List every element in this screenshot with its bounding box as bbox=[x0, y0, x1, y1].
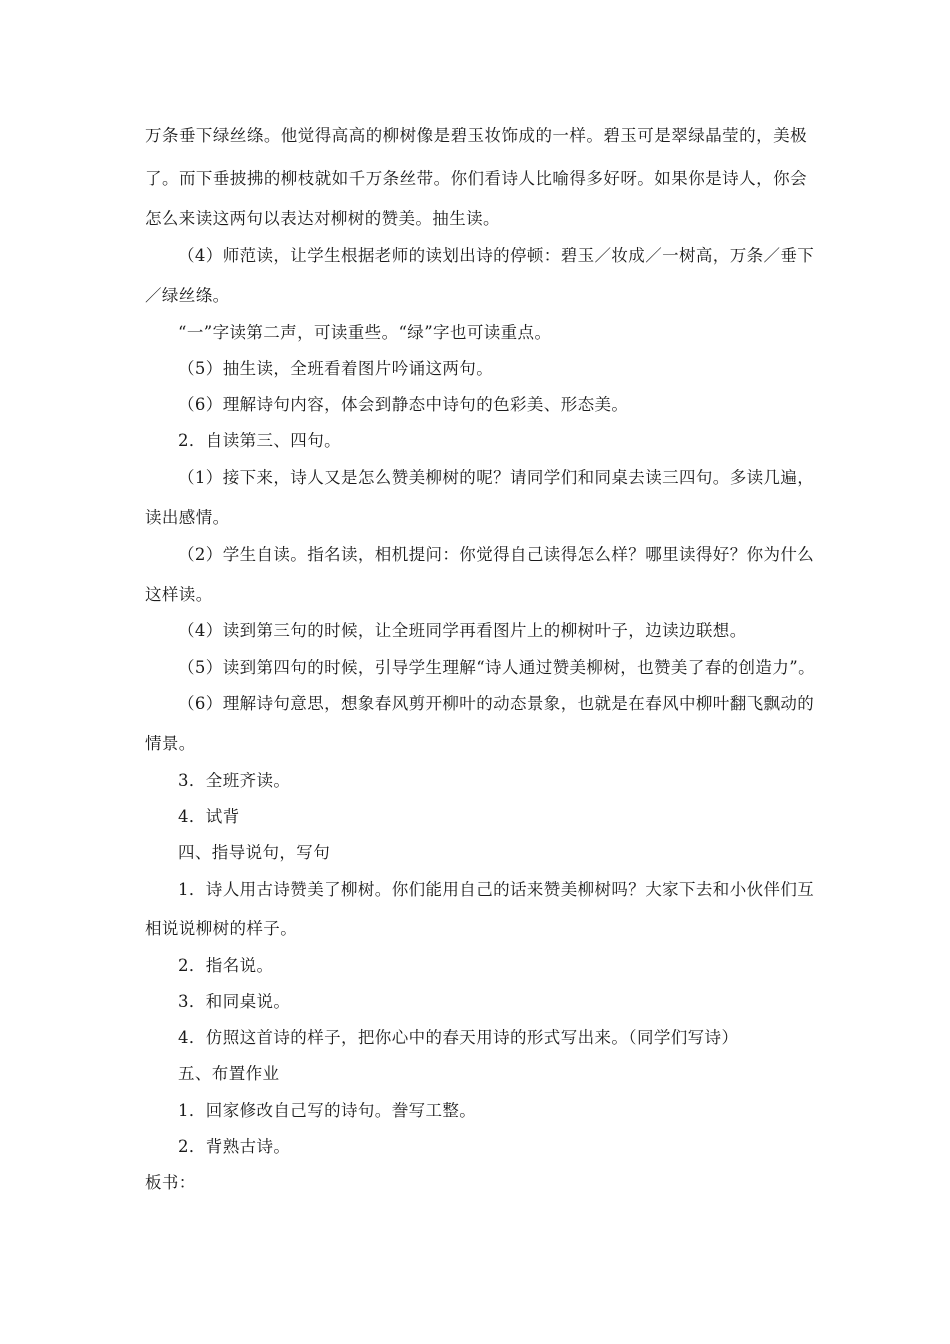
text-line: 情景。 bbox=[145, 734, 196, 753]
text-line: 万条垂下绿丝绦。他觉得高高的柳树像是碧玉妆饰成的一样。碧玉可是翠绿晶莹的，美极 bbox=[145, 126, 807, 145]
text-line: （2）学生自读。指名读，相机提问：你觉得自己读得怎么样？哪里读得好？你为什么 bbox=[178, 545, 815, 564]
text-line: （5）抽生读，全班看着图片吟诵这两句。 bbox=[178, 359, 494, 378]
text-line: 2．指名说。 bbox=[178, 956, 274, 975]
text-line: 2．背熟古诗。 bbox=[178, 1137, 291, 1156]
text-line: 3．和同桌说。 bbox=[178, 992, 291, 1011]
section-heading: 四、指导说句，写句 bbox=[178, 843, 331, 862]
text-line: 3．全班齐读。 bbox=[178, 771, 291, 790]
text-line: ／绿丝绦。 bbox=[145, 286, 230, 305]
text-line: 相说说柳树的样子。 bbox=[145, 919, 298, 938]
text-line: （5）读到第四句的时候，引导学生理解“诗人通过赞美柳树，也赞美了春的创造力”。 bbox=[178, 658, 815, 677]
text-line: 怎么来读这两句以表达对柳树的赞美。抽生读。 bbox=[145, 209, 500, 228]
section-heading: 五、布置作业 bbox=[178, 1064, 280, 1083]
text-line: （4）读到第三句的时候，让全班同学再看图片上的柳树叶子，边读边联想。 bbox=[178, 621, 747, 640]
text-line: 1．诗人用古诗赞美了柳树。你们能用自己的话来赞美柳树吗？大家下去和小伙伴们互 bbox=[178, 880, 815, 899]
text-line: （6）理解诗句内容，体会到静态中诗句的色彩美、形态美。 bbox=[178, 395, 629, 414]
board-label: 板书： bbox=[145, 1173, 196, 1192]
text-line: 这样读。 bbox=[145, 585, 213, 604]
text-line: 1．回家修改自己写的诗句。誊写工整。 bbox=[178, 1101, 477, 1120]
text-line: （4）师范读，让学生根据老师的读划出诗的停顿：碧玉／妆成／一树高，万条／垂下 bbox=[178, 246, 815, 265]
text-line: 了。而下垂披拂的柳枝就如千万条丝带。你们看诗人比喻得多好呀。如果你是诗人，你会 bbox=[145, 169, 807, 188]
text-line: 2．自读第三、四句。 bbox=[178, 431, 341, 450]
text-line: （1）接下来，诗人又是怎么赞美柳树的呢？请同学们和同桌去读三四句。多读几遍， bbox=[178, 468, 815, 487]
text-line: 读出感情。 bbox=[145, 508, 230, 527]
text-line: “一”字读第二声，可读重些。“绿”字也可读重点。 bbox=[178, 323, 552, 342]
text-line: （6）理解诗句意思，想象春风剪开柳叶的动态景象，也就是在春风中柳叶翻飞飘动的 bbox=[178, 694, 815, 713]
text-line: 4．试背 bbox=[178, 807, 240, 826]
text-line: 4．仿照这首诗的样子，把你心中的春天用诗的形式写出来。（同学们写诗） bbox=[178, 1028, 739, 1047]
